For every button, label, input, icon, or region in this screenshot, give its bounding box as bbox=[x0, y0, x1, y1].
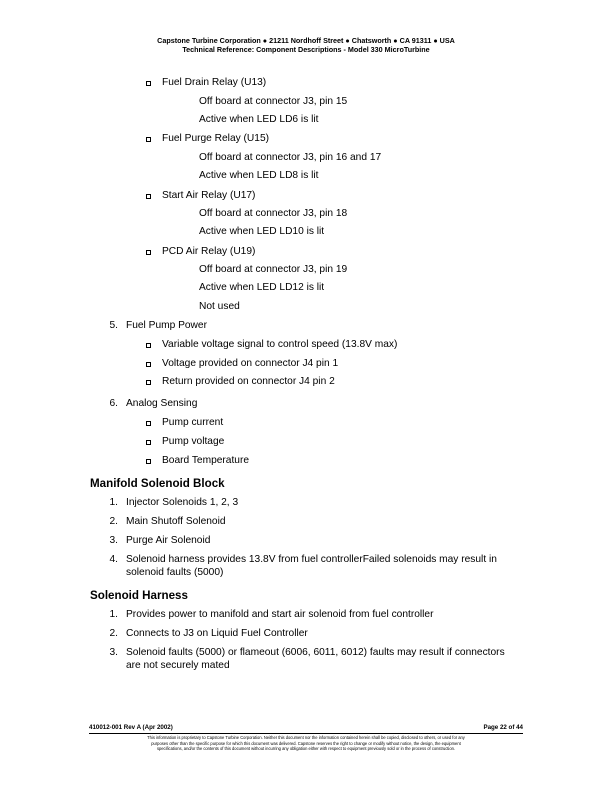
relay-name: Start Air Relay (U17) bbox=[162, 190, 256, 201]
bullet-marker bbox=[146, 343, 151, 348]
list-subitem: Variable voltage signal to control speed (13.8V max) bbox=[162, 339, 398, 350]
bullet-marker bbox=[146, 380, 151, 385]
list-number: 2. bbox=[109, 516, 118, 527]
bullet-marker bbox=[146, 440, 151, 445]
footer-doc-id: 410012-001 Rev A (Apr 2002) bbox=[89, 724, 173, 731]
list-item: Provides power to manifold and start air solenoid from fuel controller bbox=[126, 609, 434, 620]
list-subitem: Pump voltage bbox=[162, 436, 225, 447]
bullet-marker bbox=[146, 81, 151, 86]
list-subitem: Board Temperature bbox=[162, 455, 250, 466]
relay-detail: Off board at connector J3, pin 16 and 17 bbox=[199, 152, 382, 163]
footer-divider bbox=[89, 733, 523, 734]
footer-page-number: Page 22 of 44 bbox=[483, 724, 523, 731]
list-subitem: Return provided on connector J4 pin 2 bbox=[162, 376, 335, 387]
relay-detail: Off board at connector J3, pin 15 bbox=[199, 96, 348, 107]
bullet-marker bbox=[146, 194, 151, 199]
list-item-continuation: solenoid faults (5000) bbox=[126, 567, 224, 578]
relay-name: PCD Air Relay (U19) bbox=[162, 246, 256, 257]
section-heading: Solenoid Harness bbox=[90, 589, 188, 602]
bullet-marker bbox=[146, 362, 151, 367]
relay-detail: Off board at connector J3, pin 19 bbox=[199, 264, 348, 275]
list-item-label: Fuel Pump Power bbox=[126, 320, 207, 331]
list-number: 6. bbox=[109, 398, 118, 409]
list-subitem: Pump current bbox=[162, 417, 224, 428]
bullet-marker bbox=[146, 137, 151, 142]
header-title-line: Technical Reference: Component Descriptions - Model 330 MicroTurbine bbox=[182, 45, 430, 54]
list-number: 3. bbox=[109, 647, 118, 658]
relay-detail: Active when LED LD8 is lit bbox=[199, 170, 319, 181]
list-item: Purge Air Solenoid bbox=[126, 535, 211, 546]
list-number: 1. bbox=[109, 497, 118, 508]
list-item: Solenoid faults (5000) or flameout (6006, 6011, 6012) faults may result if connectors bbox=[126, 647, 505, 658]
list-item-label: Analog Sensing bbox=[126, 398, 198, 409]
bullet-marker bbox=[146, 459, 151, 464]
bullet-marker bbox=[146, 421, 151, 426]
footer-disclaimer-line: purposes other than the specific purpose for which this document was delivered. Capstone reserves the right to change or modify without notice, the design, the equipment bbox=[151, 740, 461, 746]
list-item: Connects to J3 on Liquid Fuel Controller bbox=[126, 628, 308, 639]
list-number: 4. bbox=[109, 554, 118, 565]
relay-detail: Active when LED LD10 is lit bbox=[199, 226, 325, 237]
list-item: Injector Solenoids 1, 2, 3 bbox=[126, 497, 239, 508]
list-number: 2. bbox=[109, 628, 118, 639]
header-company-line: Capstone Turbine Corporation ● 21211 Nordhoff Street ● Chatsworth ● CA 91311 ● USA bbox=[157, 36, 455, 45]
relay-detail: Active when LED LD12 is lit bbox=[199, 282, 325, 293]
relay-detail: Active when LED LD6 is lit bbox=[199, 114, 319, 125]
list-number: 1. bbox=[109, 609, 118, 620]
relay-detail: Not used bbox=[199, 301, 240, 312]
section-heading: Manifold Solenoid Block bbox=[90, 477, 225, 490]
relay-detail: Off board at connector J3, pin 18 bbox=[199, 208, 348, 219]
list-number: 5. bbox=[109, 320, 118, 331]
bullet-marker bbox=[146, 250, 151, 255]
relay-name: Fuel Drain Relay (U13) bbox=[162, 77, 267, 88]
relay-name: Fuel Purge Relay (U15) bbox=[162, 133, 270, 144]
list-item: Main Shutoff Solenoid bbox=[126, 516, 226, 527]
list-number: 3. bbox=[109, 535, 118, 546]
list-item: Solenoid harness provides 13.8V from fuel controllerFailed solenoids may result in bbox=[126, 554, 497, 565]
list-item-continuation: are not securely mated bbox=[126, 660, 230, 671]
footer-disclaimer-line: This information is proprietary to Capstone Turbine Corporation. Neither this document nor the information contained herein shall be copied, disclosed to others, or used for any bbox=[147, 735, 465, 740]
footer-disclaimer-line: specifications, and/or the contents of this document without incurring any obligation either with respect to equipment previously sold or in the process of construction. bbox=[156, 746, 456, 752]
list-subitem: Voltage provided on connector J4 pin 1 bbox=[162, 358, 339, 369]
